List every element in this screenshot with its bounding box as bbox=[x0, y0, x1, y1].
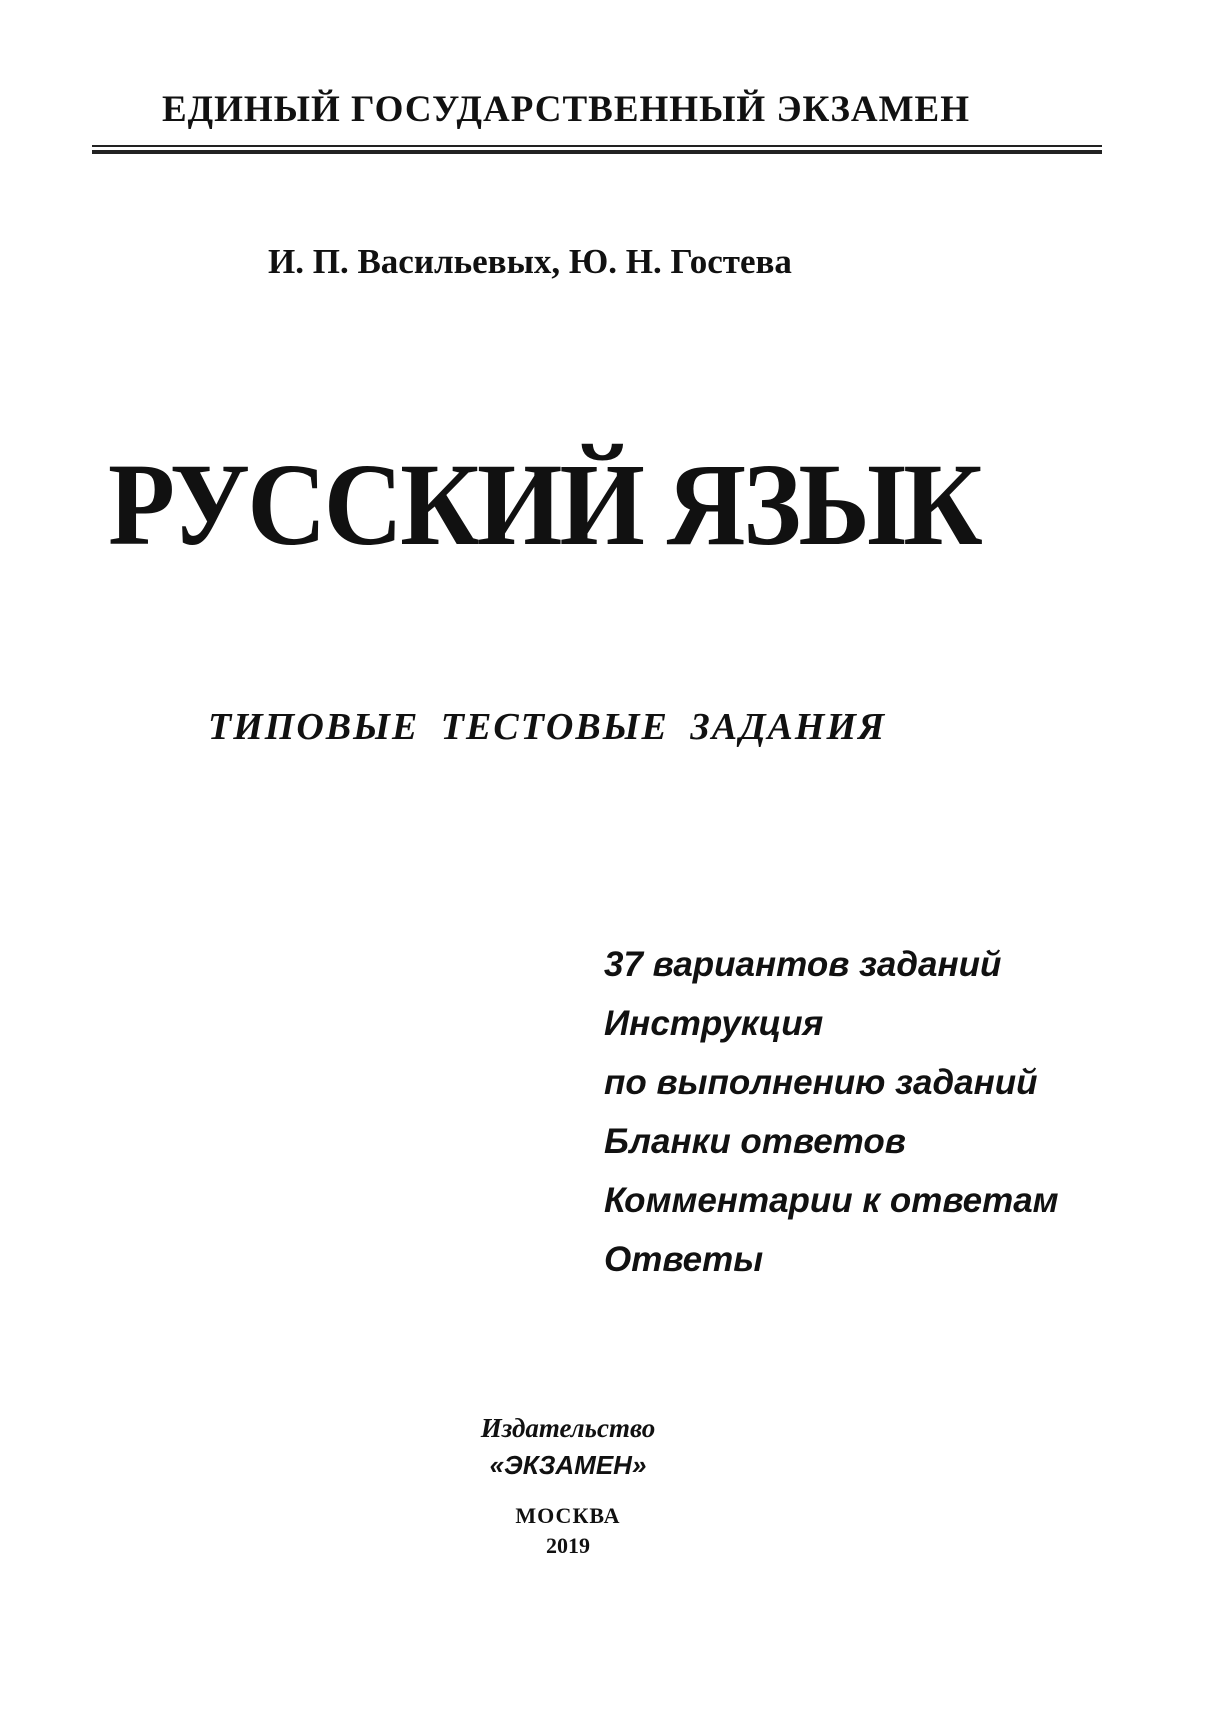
publisher-name: «ЭКЗАМЕН» bbox=[489, 1450, 647, 1480]
book-title: РУССКИЙ ЯЗЫК bbox=[108, 439, 981, 570]
contents-list bbox=[604, 935, 1059, 1289]
publisher-name-row bbox=[0, 1450, 1216, 1481]
city-row bbox=[0, 1503, 1216, 1529]
year-row bbox=[0, 1533, 1216, 1559]
publication-city: МОСКВА bbox=[515, 1503, 621, 1528]
publication-year: 2019 bbox=[546, 1533, 590, 1558]
header-rule-thick bbox=[92, 150, 1102, 154]
contents-item: по выполнению заданий bbox=[604, 1063, 1038, 1102]
contents-item: Инструкция bbox=[604, 1004, 824, 1043]
book-subtitle: ТИПОВЫЕ ТЕСТОВЫЕ ЗАДАНИЯ bbox=[208, 706, 887, 748]
header-rule-thin bbox=[92, 145, 1102, 147]
contents-item: 37 вариантов заданий bbox=[604, 945, 1002, 984]
publisher-block bbox=[0, 1413, 1216, 1444]
series-title-text: ЕДИНЫЙ ГОСУДАРСТВЕННЫЙ ЭКЗАМЕН bbox=[161, 89, 970, 130]
contents-item: Бланки ответов bbox=[604, 1122, 906, 1161]
contents-item: Комментарии к ответам bbox=[604, 1181, 1059, 1220]
contents-item: Ответы bbox=[604, 1240, 764, 1279]
authors: И. П. Васильевых, Ю. Н. Гостева bbox=[268, 242, 792, 281]
publisher-label: Издательство bbox=[480, 1413, 656, 1443]
series-title bbox=[0, 88, 1216, 131]
